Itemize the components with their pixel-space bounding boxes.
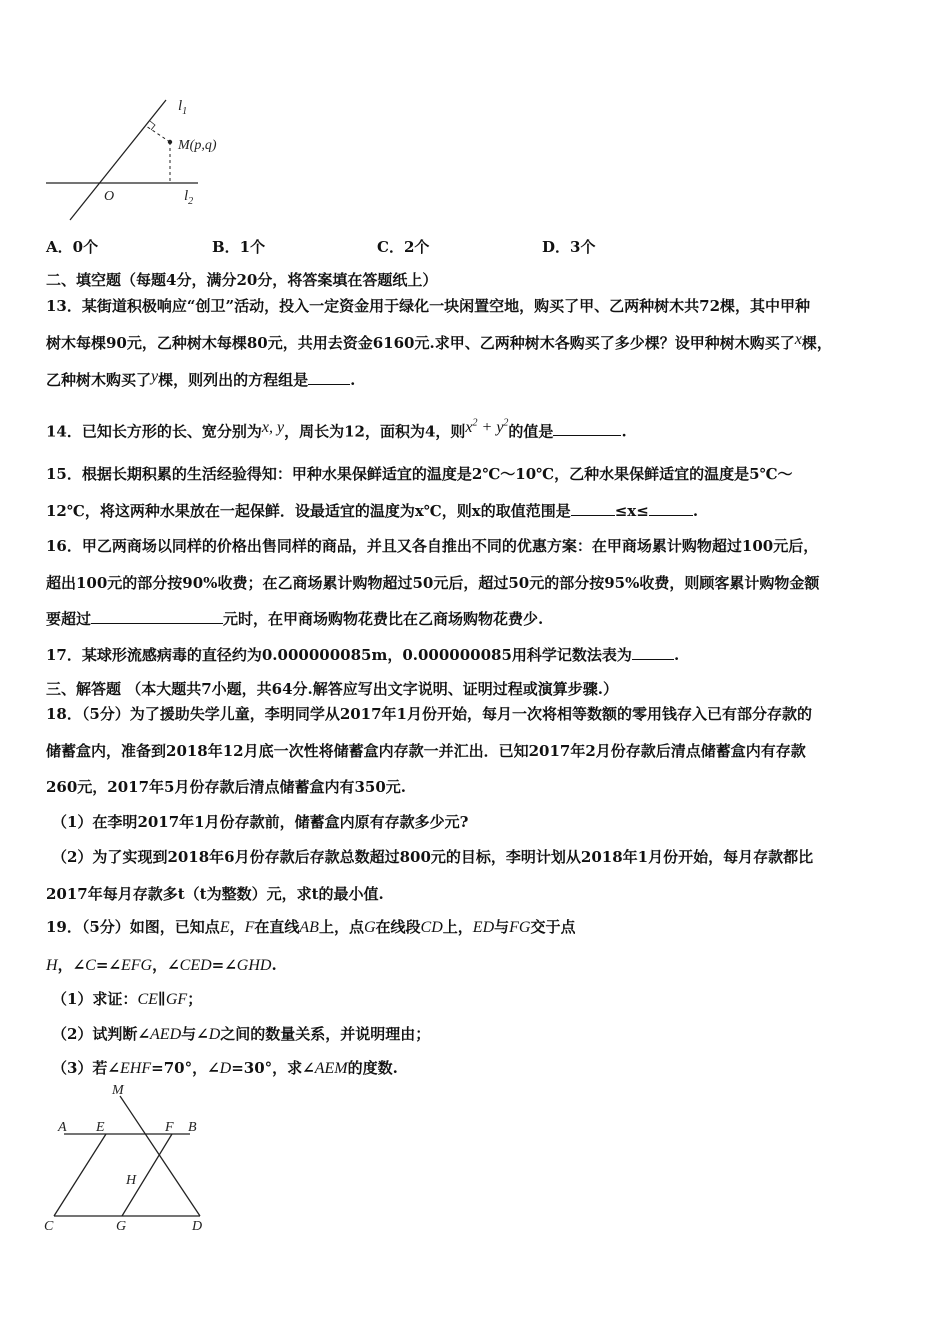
q18-part1: （1）在李明2017年1月份存款前，储蓄盒内原有存款多少元? — [52, 813, 469, 831]
q17-answer-blank[interactable] — [632, 645, 674, 660]
q18-line1: 18．（5分）为了援助失学儿童，李明同学从2017年1月份开始，每月一次将相等数额的零用钱存入已有部分存款的 — [46, 705, 813, 723]
label-l2: $l_2$ — [184, 188, 194, 207]
q19-line1: 19．（5分）如图，已知点E，F在直线AB上，点G在线段CD上，ED与FG交于点 — [46, 918, 576, 936]
choice-b: B．1个 — [212, 238, 266, 256]
q19-part3: （3）若∠EHF=70°，∠D=30°，求∠AEM的度数. — [52, 1059, 398, 1077]
label-D: D — [192, 1219, 203, 1234]
q13-line2: 树木每棵90元，乙种树木每棵80元，共用去资金6160元.求甲、乙两种树木各购买了多少棵？设甲种树木购买了x棵， — [46, 331, 832, 352]
segment-MD — [120, 1096, 200, 1216]
label-O: O — [104, 189, 115, 204]
section3-heading: 三、解答题 （本大题共7小题，共64分.解答应写出文字说明、证明过程或演算步骤.） — [46, 680, 618, 698]
q19-part2: （2）试判断∠AED与∠D之间的数量关系，并说明理由； — [52, 1025, 431, 1043]
figure-parallel-lines — [40, 1082, 230, 1242]
q16-line3: 要超过 元时，在甲商场购物花费比在乙商场购物花费少. — [46, 610, 544, 628]
section2-heading: 二、填空题（每题4分，满分20分，将答案填在答题纸上） — [46, 271, 438, 289]
q18-line3: 260元，2017年5月份存款后清点储蓄盒内有350元. — [46, 778, 407, 796]
q13-answer-blank[interactable] — [308, 370, 350, 385]
point-M — [168, 140, 172, 144]
q18-part2-cont: 2017年每月存款多t（t为整数）元，求t的最小值. — [46, 885, 384, 903]
label-G: G — [116, 1219, 127, 1234]
q15-line2: 12℃，将这两种水果放在一起保鲜．设最适宜的温度为x℃，则x的取值范围是 ≤x≤ . — [46, 502, 699, 520]
q18-part2: （2）为了实现到2018年6月份存款后存款总数超过800元的目标，李明计划从2018年1月份开始，每月存款都比 — [52, 848, 814, 866]
q17-line: 17．某球形流感病毒的直径约为0.000000085m，0.000000085用科学记数法表为 . — [46, 646, 680, 664]
segment-CE — [54, 1134, 106, 1216]
label-F: F — [165, 1120, 174, 1135]
q19-line2: H，∠C=∠EFG，∠CED=∠GHD. — [46, 956, 277, 974]
q16-line1: 16．甲乙两商场以同样的价格出售同样的商品，并且又各自推出不同的优惠方案：在甲商场累计购物超过100元后， — [46, 537, 819, 555]
q15-answer-blank-1[interactable] — [571, 501, 615, 516]
figure-lines-l1-l2 — [40, 90, 280, 230]
q16-answer-blank[interactable] — [91, 609, 223, 624]
label-l1: $l_1$ — [178, 98, 188, 117]
label-C: C — [44, 1219, 54, 1234]
q13-line3: 乙种树木购买了y棵，则列出的方程组是 . — [46, 368, 356, 389]
label-M: M(p,q) — [178, 138, 217, 153]
label-E: E — [96, 1120, 105, 1135]
choice-d: D．3个 — [542, 238, 596, 256]
q14-answer-blank[interactable] — [553, 421, 621, 436]
label-A: A — [58, 1120, 67, 1135]
q14-line: 14．已知长方形的长、宽分别为x, y，周长为12，面积为4，则$x^2 + y^2$的值是 . — [46, 418, 627, 441]
label-B: B — [188, 1120, 197, 1135]
line-l1 — [70, 100, 166, 220]
perpendicular-to-l1 — [146, 126, 170, 142]
label-M: M — [112, 1083, 124, 1098]
q16-line2: 超出100元的部分按90%收费；在乙商场累计购物超过50元后，超过50元的部分按95%收费，则顾客累计购物金额 — [46, 574, 820, 592]
q15-answer-blank-2[interactable] — [649, 501, 693, 516]
choice-a: A．0个 — [46, 238, 99, 256]
choice-c: C．2个 — [377, 238, 430, 256]
q19-part1: （1）求证：CE∥GF； — [52, 990, 203, 1008]
q18-line2: 储蓄盒内，准备到2018年12月底一次性将储蓄盒内存款一并汇出．已知2017年2月份存款后清点储蓄盒内有存款 — [46, 742, 806, 760]
right-angle-mark — [150, 121, 155, 130]
q15-line1: 15．根据长期积累的生活经验得知：甲种水果保鲜适宜的温度是2℃～10℃，乙种水果保鲜适宜的温度是5℃～ — [46, 465, 793, 483]
label-H: H — [126, 1173, 137, 1188]
q13-line1: 13．某街道积极响应“创卫”活动，投入一定资金用于绿化一块闲置空地，购买了甲、乙两种树木共72棵，其中甲种 — [46, 297, 811, 315]
